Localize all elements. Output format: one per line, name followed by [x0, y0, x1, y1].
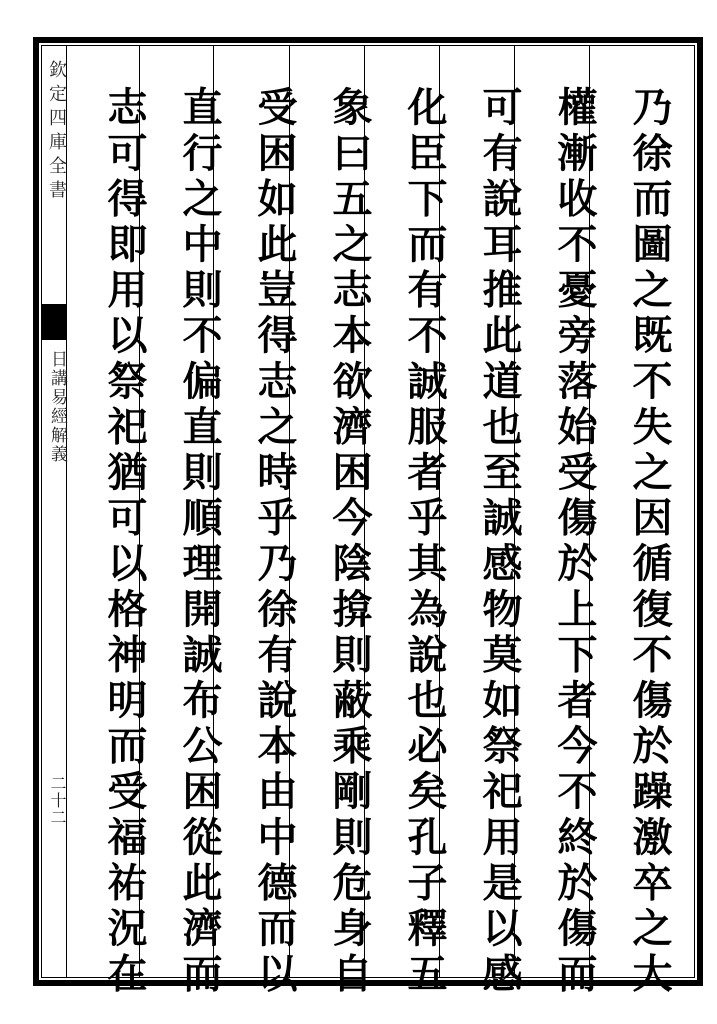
text-column-4: 化臣下而有不誠服者乎其為說也必矣孔子釋五 — [401, 86, 448, 998]
text-column-8: 志可得即用以祭祀猶可以格神明而受福祐況在 — [101, 86, 148, 998]
margin-book-title: 日講易經解義 — [47, 350, 67, 464]
text-column-1: 乃徐而圖之既不失之因循復不傷於躁激卒之大 — [626, 86, 673, 998]
text-column-6: 受困如此豈得志之時乎乃徐有說本由中德而以 — [251, 86, 298, 998]
text-column-3: 可有說耳推此道也至誠感物莫如祭祀用是以感 — [476, 86, 523, 998]
margin-collection-title: 欽定四庫全書 — [46, 60, 67, 204]
fishtail-mark — [41, 304, 66, 340]
margin-page-number: 二十二 — [48, 775, 67, 826]
text-column-7: 直行之中則不偏直則順理開誠布公困從此濟而 — [176, 86, 223, 998]
text-column-5: 象曰五之志本欲濟困今陰揜則蔽乘剛則危身自 — [326, 86, 373, 998]
text-column-2: 權漸收不憂旁落始受傷於上下者今不終於傷而 — [551, 86, 598, 998]
